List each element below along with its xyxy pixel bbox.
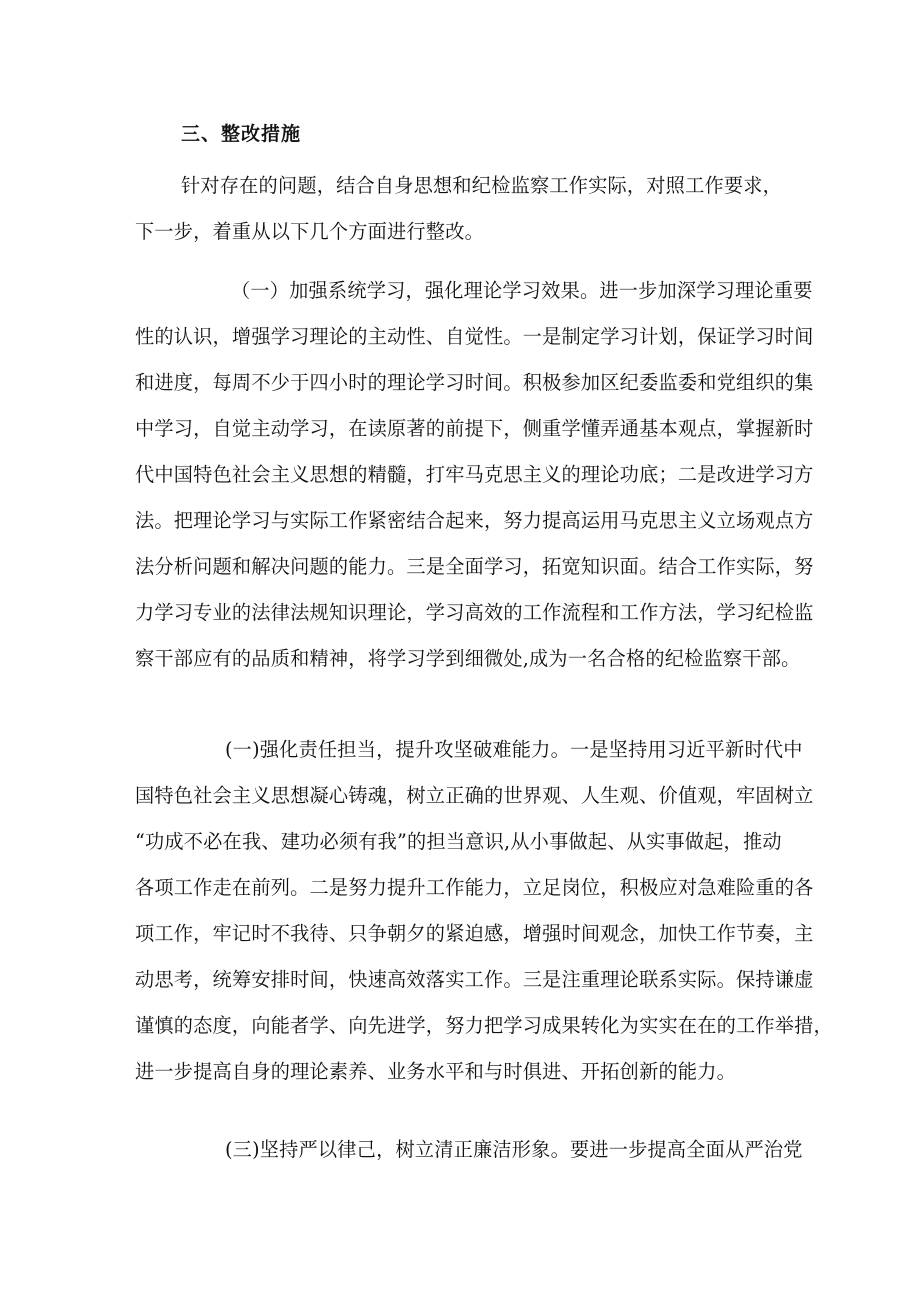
section3-paragraph: [135, 1127, 803, 1173]
paragraph-line: 性的认识，增强学习理论的主动性、自觉性。一是制定学习计划，保证学习时间: [135, 325, 814, 348]
paragraph-line: （一）加强系统学习，强化理论学习效果。进一步加深学习理论重要: [231, 279, 813, 302]
paragraph-line: 进一步提高自身的理论素养、业务水平和与时俱进、开拓创新的能力。: [135, 1060, 737, 1083]
paragraph-line: 谨慎的态度，向能者学、向先进学，努力把学习成果转化为实实在在的工作举措，: [135, 1014, 833, 1037]
section2-paragraph: [135, 727, 833, 1095]
paragraph-line: 国特色社会主义思想凝心铸魂，树立正确的世界观、人生观、价值观，牢固树立: [135, 784, 814, 807]
section1-paragraph: [135, 268, 814, 682]
paragraph-line: 察干部应有的品质和精神，将学习学到细微处,成为一名合格的纪检监察干部。: [135, 647, 801, 670]
paragraph-line: 项工作，牢记时不我待、只争朝夕的紧迫感，增强时间观念，加快工作节奏，主: [135, 922, 814, 945]
paragraph-line: 针对存在的问题，结合自身思想和纪检监察工作实际，对照工作要求，: [181, 174, 783, 197]
paragraph-line: 法。把理论学习与实际工作紧密结合起来，努力提高运用马克思主义立场观点方: [135, 509, 814, 532]
section-heading: 三、整改措施: [181, 123, 302, 145]
paragraph-line: 各项工作走在前列。二是努力提升工作能力，立足岗位，积极应对急难险重的各: [135, 876, 814, 899]
paragraph-line: 下一步，着重从以下几个方面进行整改。: [135, 220, 484, 243]
paragraph-line: 和进度，每周不少于四小时的理论学习时间。积极参加区纪委监委和党组织的集: [135, 371, 814, 394]
paragraph-line: (一)强化责任担当，提升攻坚破难能力。一是坚持用习近平新时代中: [225, 738, 803, 761]
paragraph-line: 中学习，自觉主动学习，在读原著的前提下，侧重学懂弄通基本观点，掌握新时: [135, 417, 814, 440]
paragraph-line: 力学习专业的法律法规知识理论，学习高效的工作流程和工作方法，学习纪检监: [135, 601, 814, 624]
paragraph-line: 代中国特色社会主义思想的精髓，打牢马克思主义的理论功底；二是改进学习方: [135, 463, 814, 486]
intro-paragraph: [135, 163, 795, 255]
paragraph-line: “功成不必在我、建功必须有我”的担当意识,从小事做起、从实事做起，推动: [135, 830, 782, 853]
paragraph-line: 动思考，统筹安排时间，快速高效落实工作。三是注重理论联系实际。保持谦虚: [135, 968, 814, 991]
paragraph-line: 法分析问题和解决问题的能力。三是全面学习，拓宽知识面。结合工作实际，努: [135, 555, 814, 578]
paragraph-line: (三)坚持严以律己，树立清正廉洁形象。要进一步提高全面从严治党: [225, 1138, 803, 1161]
